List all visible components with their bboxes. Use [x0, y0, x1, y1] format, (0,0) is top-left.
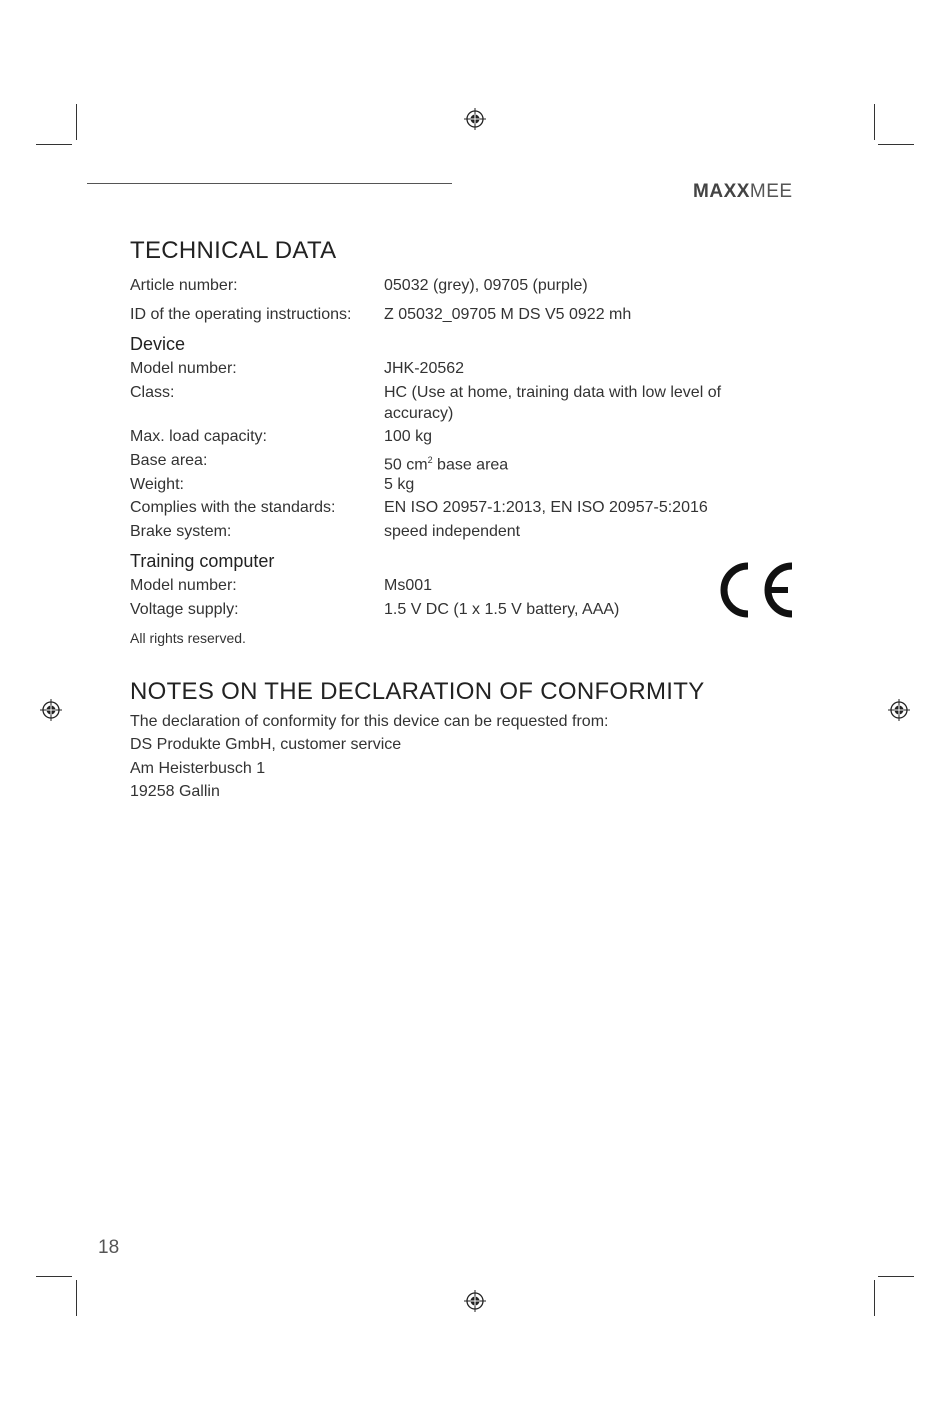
spec-label: Max. load capacity:: [130, 428, 267, 445]
spec-value: HC (Use at home, training data with low level of accuracy): [384, 384, 722, 422]
crop-mark: [36, 144, 72, 145]
rights-note: All rights reserved.: [130, 630, 246, 646]
registration-mark-icon: [464, 1290, 486, 1312]
crop-mark: [36, 1276, 72, 1277]
spec-label: Model number:: [130, 360, 237, 377]
crop-mark: [878, 144, 914, 145]
crop-mark: [878, 1276, 914, 1277]
registration-mark-icon: [888, 699, 910, 721]
superscript: 2: [427, 455, 433, 465]
spec-value: 5 kg: [384, 476, 415, 493]
spec-label: Class:: [130, 384, 175, 401]
spec-value: [384, 450, 764, 475]
spec-value: Z 05032_09705 M DS V5 0922 mh: [384, 306, 632, 323]
crop-mark: [76, 1280, 77, 1316]
spec-value-suffix: base area: [432, 456, 509, 474]
spec-label: Voltage supply:: [130, 601, 239, 618]
registration-mark-icon: [40, 699, 62, 721]
spec-value: Ms001: [384, 577, 433, 594]
svg-text:MAXXMEE: MAXXMEE: [693, 181, 793, 202]
spec-value: speed independent: [384, 523, 521, 540]
header-rule: [87, 183, 452, 184]
page-number: 18: [98, 1237, 120, 1258]
spec-label: Base area:: [130, 452, 208, 469]
crop-mark: [874, 1280, 875, 1316]
conformity-text: [130, 710, 608, 803]
spec-value: 1.5 V DC (1 x 1.5 V battery, AAA): [384, 601, 620, 618]
conformity-line: 19258 Gallin: [130, 782, 220, 800]
crop-mark: [874, 104, 875, 140]
training-computer-heading: Training computer: [130, 551, 275, 571]
ce-mark-icon: [718, 562, 796, 618]
spec-value: 100 kg: [384, 428, 433, 445]
conformity-line: DS Produkte GmbH, customer service: [130, 736, 402, 754]
spec-label: ID of the operating instructions:: [130, 306, 352, 323]
spec-value: EN ISO 20957-1:2013, EN ISO 20957-5:2016: [384, 499, 708, 516]
spec-label: Model number:: [130, 577, 237, 594]
spec-value-number: 50 cm: [384, 456, 428, 474]
conformity-line: Am Heisterbusch 1: [130, 759, 266, 777]
device-heading: Device: [130, 334, 186, 354]
conformity-line: The declaration of conformity for this device can be requested from:: [130, 713, 609, 730]
spec-label: Article number:: [130, 277, 238, 294]
spec-value: JHK-20562: [384, 360, 465, 377]
spec-label: Weight:: [130, 476, 184, 493]
spec-label: Complies with the standards:: [130, 499, 336, 516]
registration-mark-icon: [464, 108, 486, 130]
conformity-heading: NOTES ON THE DECLARATION OF CONFORMITY: [130, 678, 705, 705]
spec-label: Brake system:: [130, 523, 232, 540]
spec-value: 05032 (grey), 09705 (purple): [384, 277, 588, 294]
technical-data-heading: TECHNICAL DATA: [130, 237, 337, 264]
brand-logo: [693, 176, 797, 204]
crop-mark: [76, 104, 77, 140]
